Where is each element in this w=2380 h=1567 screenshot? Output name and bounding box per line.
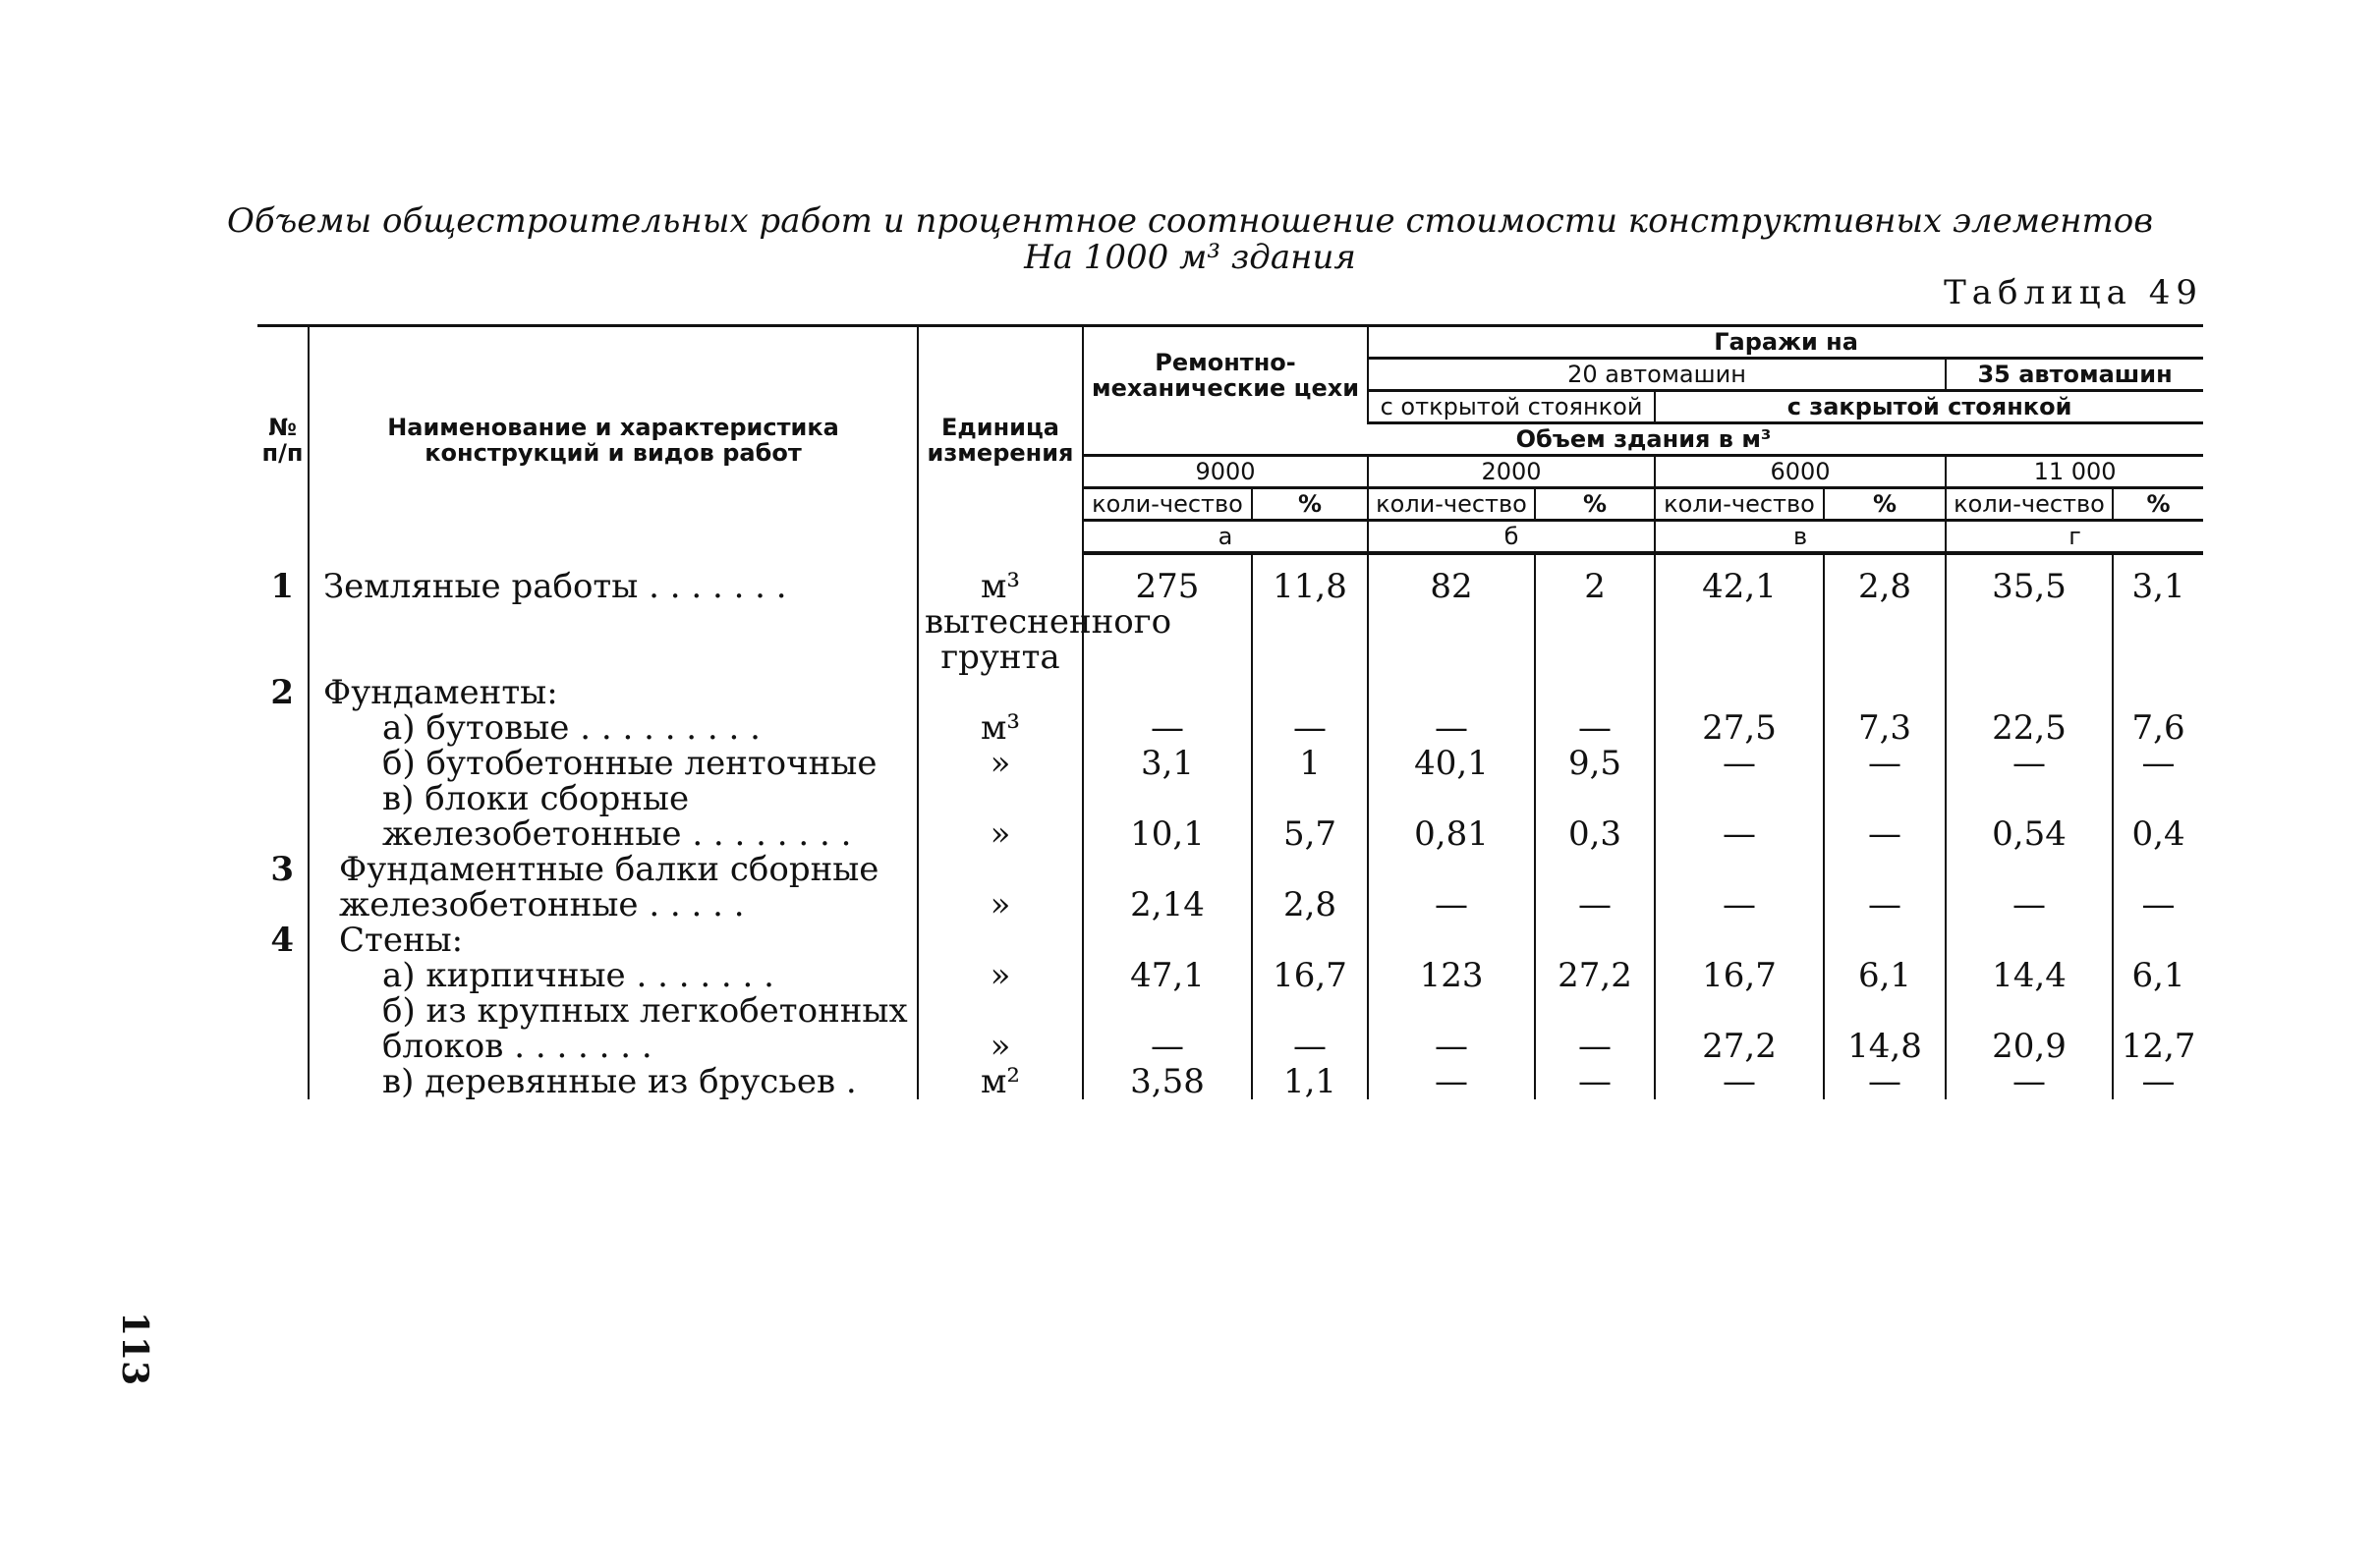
row-name: Фундаментные балки сборные железобетонные . . . . . — [339, 850, 879, 924]
header-no: № п/п — [261, 414, 304, 467]
header-pct-a: % — [1252, 488, 1368, 521]
header-pct-d: % — [2113, 488, 2203, 521]
header-open: с открытой стоянкой — [1368, 391, 1655, 423]
header-vol-b: 2000 — [1368, 456, 1655, 488]
table-caption: Объемы общестроительных работ и процентное соотношение стоимости конструктивных элементов — [226, 201, 2154, 241]
header-letter-c: в — [1655, 521, 1946, 554]
header-closed: с закрытой стоянкой — [1655, 391, 2203, 423]
table-subcaption: На 1000 м³ здания — [1024, 238, 1356, 277]
row-name: в) деревянные из брусьев . — [382, 1062, 857, 1101]
header-qty-a: коли-чество — [1083, 488, 1252, 521]
page-number: 113 — [114, 1312, 155, 1386]
row-name: а) бутовые . . . . . . . . . — [382, 708, 761, 748]
table-number: Таблица 49 — [1944, 273, 2203, 312]
table-row: а) кирпичные . . . . . . . » 47,1 16,7 123 27,2 16,7 6,1 14,4 6,1 — [257, 958, 2203, 993]
row-name: в) блоки сборные железобетонные . . . . . . . . — [382, 779, 852, 854]
header-volume: Объем здания в м³ — [1083, 423, 2203, 456]
data-table — [257, 324, 2203, 1099]
row-name: б) из крупных легкобетонных блоков . . . . . . . — [382, 991, 908, 1066]
table-row: 2 Фундаменты: — [257, 675, 2203, 710]
header-pct-b: % — [1535, 488, 1655, 521]
table-row: б) из крупных легкобетонных блоков . . . . . . . » — — — — 27,2 14,8 20,9 12,7 — [257, 993, 2203, 1064]
header-unit: Единица измерения — [918, 326, 1083, 554]
table-row: а) бутовые . . . . . . . . . м³ — — — — 27,5 7,3 22,5 7,6 — [257, 710, 2203, 746]
table-row: б) бутобетонные ленточные » 3,1 1 40,1 9,5 — — — — — [257, 746, 2203, 781]
header-g20: 20 автомашин — [1368, 359, 1946, 391]
header-letter-a: а — [1083, 521, 1368, 554]
header-vol-d: 11 000 — [1946, 456, 2203, 488]
header-qty-c: коли-чество — [1655, 488, 1824, 521]
header-qty-b: коли-чество — [1368, 488, 1535, 521]
table-row: в) деревянные из брусьев . м² 3,58 1,1 — — — — — — — [257, 1064, 2203, 1099]
table-row: в) блоки сборные железобетонные . . . . . . . . » 10,1 5,7 0,81 0,3 — — 0,54 0,4 — [257, 781, 2203, 852]
row-unit: м³ вытесненного грунта — [918, 569, 1083, 675]
row-name: Стены: — [339, 921, 464, 960]
table-row: 4 Стены: — [257, 923, 2203, 958]
header-g35: 35 автомашин — [1946, 359, 2203, 391]
header-pct-c: % — [1824, 488, 1946, 521]
header-vol-a: 9000 — [1083, 456, 1368, 488]
row-name: б) бутобетонные ленточные — [382, 744, 878, 783]
header-garages: Гаражи на — [1368, 326, 2203, 359]
header-repair: Ремонтно-механические цехи — [1083, 326, 1368, 423]
header-name: Наименование и характеристика конструкций и видов работ — [309, 326, 918, 554]
row-name: а) кирпичные . . . . . . . — [382, 956, 774, 995]
header-qty-d: коли-чество — [1946, 488, 2113, 521]
row-name: Земляные работы . . . . . . . — [323, 567, 787, 606]
table-row: 1 Земляные работы . . . . . . . м³ вытесненного грунта 275 11,8 82 2 42,1 2,8 35,5 3,1 — [257, 569, 2203, 675]
header-vol-c: 6000 — [1655, 456, 1946, 488]
header-letter-d: г — [1946, 521, 2203, 554]
row-name: Фундаменты: — [323, 673, 558, 712]
header-letter-b: б — [1368, 521, 1655, 554]
table-row: 3 Фундаментные балки сборные железобетонные . . . . . » 2,14 2,8 — — — — — — — [257, 852, 2203, 923]
